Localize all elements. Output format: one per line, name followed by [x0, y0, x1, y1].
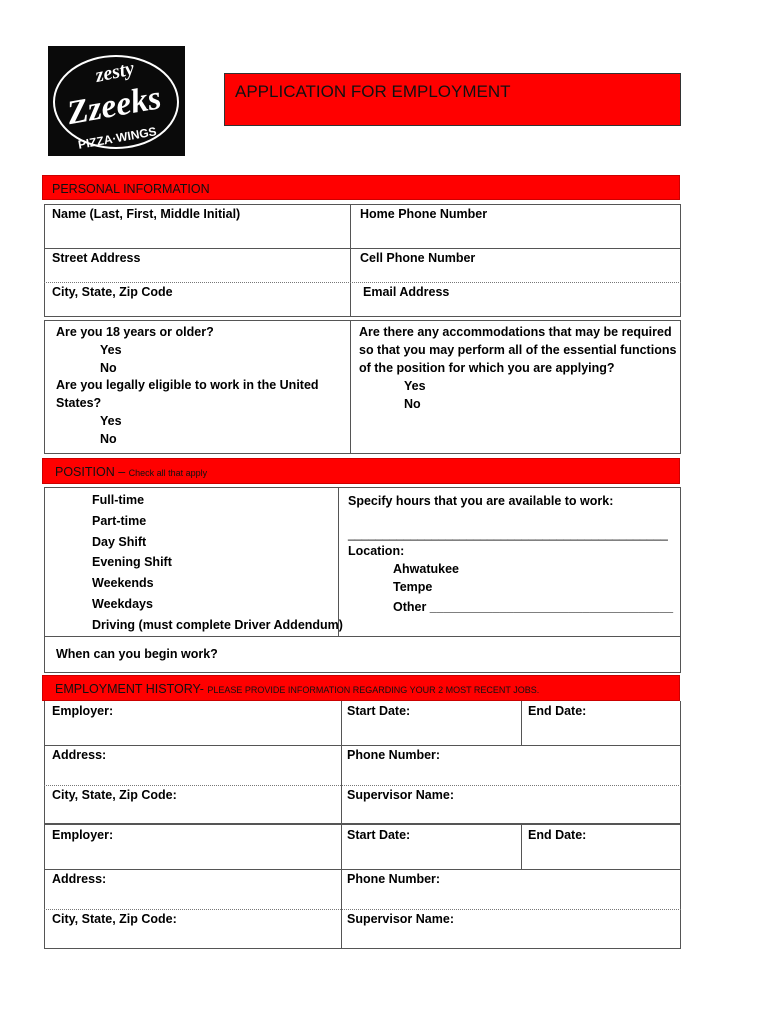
employer-1-city-field[interactable]: City, State, Zip Code:: [52, 788, 177, 802]
employer-2-phone-field[interactable]: Phone Number:: [347, 872, 441, 886]
employer-1-start-date-field[interactable]: Start Date:: [347, 704, 411, 718]
employer-2-start-date-field[interactable]: Start Date:: [347, 828, 411, 842]
location-label: Location:: [348, 544, 405, 558]
cell-phone-field[interactable]: Cell Phone Number: [360, 251, 476, 265]
hours-label: Specify hours that you are available to work:: [348, 494, 614, 508]
employer-2-table: [44, 824, 681, 949]
position-header-note: Check all that apply: [128, 468, 208, 478]
name-field[interactable]: Name (Last, First, Middle Initial): [52, 207, 241, 221]
employer-2-address-field[interactable]: Address:: [52, 872, 107, 886]
city-state-zip-field[interactable]: City, State, Zip Code: [52, 285, 173, 299]
eligible-question-line2: States?: [56, 396, 102, 410]
home-phone-field[interactable]: Home Phone Number: [360, 207, 488, 221]
eligible-no-option[interactable]: No: [100, 432, 117, 446]
accommodation-no-option[interactable]: No: [404, 397, 421, 411]
employer-1-address-field[interactable]: Address:: [52, 748, 107, 762]
employer-1-phone-field[interactable]: Phone Number:: [347, 748, 441, 762]
employer-1-end-date-field[interactable]: End Date:: [528, 704, 587, 718]
employer-2-city-field[interactable]: City, State, Zip Code:: [52, 912, 177, 926]
email-field[interactable]: Email Address: [363, 285, 450, 299]
employment-header-note: PLEASE PROVIDE INFORMATION REGARDING YOUR 2 MOST RECENT JOBS.: [207, 685, 540, 695]
logo-line3: PIZZA·WINGS: [77, 124, 158, 152]
employment-header: [55, 682, 539, 696]
position-header-title: POSITION –: [55, 465, 126, 479]
employer-2-name-field[interactable]: Employer:: [52, 828, 114, 842]
personal-header: PERSONAL INFORMATION: [52, 182, 210, 196]
position-weekdays[interactable]: Weekdays: [92, 597, 153, 611]
accommodation-question-line3: of the position for which you are applying?: [359, 361, 615, 375]
eligible-question-line1: Are you legally eligible to work in the United: [56, 378, 319, 392]
position-weekends[interactable]: Weekends: [92, 576, 154, 590]
age-yes-option[interactable]: Yes: [100, 343, 122, 357]
location-other[interactable]: Other ___________________________________: [393, 600, 674, 614]
eligible-yes-option[interactable]: Yes: [100, 414, 122, 428]
logo-line2: Zzeeks: [64, 79, 164, 133]
employer-1-table: [44, 701, 681, 824]
location-ahwatukee[interactable]: Ahwatukee: [393, 562, 459, 576]
accommodation-question-line2: so that you may perform all of the essential functions: [359, 343, 677, 357]
position-full-time[interactable]: Full-time: [92, 493, 145, 507]
accommodation-yes-option[interactable]: Yes: [404, 379, 426, 393]
employer-2-end-date-field[interactable]: End Date:: [528, 828, 587, 842]
age-question: Are you 18 years or older?: [56, 325, 214, 339]
begin-work-field[interactable]: When can you begin work?: [56, 647, 218, 661]
position-header: [55, 465, 207, 479]
employer-1-supervisor-field[interactable]: Supervisor Name:: [347, 788, 454, 802]
employer-2-supervisor-field[interactable]: Supervisor Name:: [347, 912, 454, 926]
position-day-shift[interactable]: Day Shift: [92, 535, 147, 549]
position-driving[interactable]: Driving (must complete Driver Addendum): [92, 618, 343, 632]
street-address-field[interactable]: Street Address: [52, 251, 141, 265]
logo-line1: zesty: [93, 57, 137, 87]
age-no-option[interactable]: No: [100, 361, 117, 375]
location-tempe[interactable]: Tempe: [393, 580, 433, 594]
page-title: APPLICATION FOR EMPLOYMENT: [235, 82, 511, 101]
hours-input-line[interactable]: ______________________________________________: [348, 527, 668, 541]
accommodation-question-line1: Are there any accommodations that may be required: [359, 325, 672, 339]
company-logo: [48, 46, 185, 156]
position-part-time[interactable]: Part-time: [92, 514, 147, 528]
employer-1-name-field[interactable]: Employer:: [52, 704, 114, 718]
employment-header-title: EMPLOYMENT HISTORY-: [55, 682, 204, 696]
position-evening-shift[interactable]: Evening Shift: [92, 555, 172, 569]
